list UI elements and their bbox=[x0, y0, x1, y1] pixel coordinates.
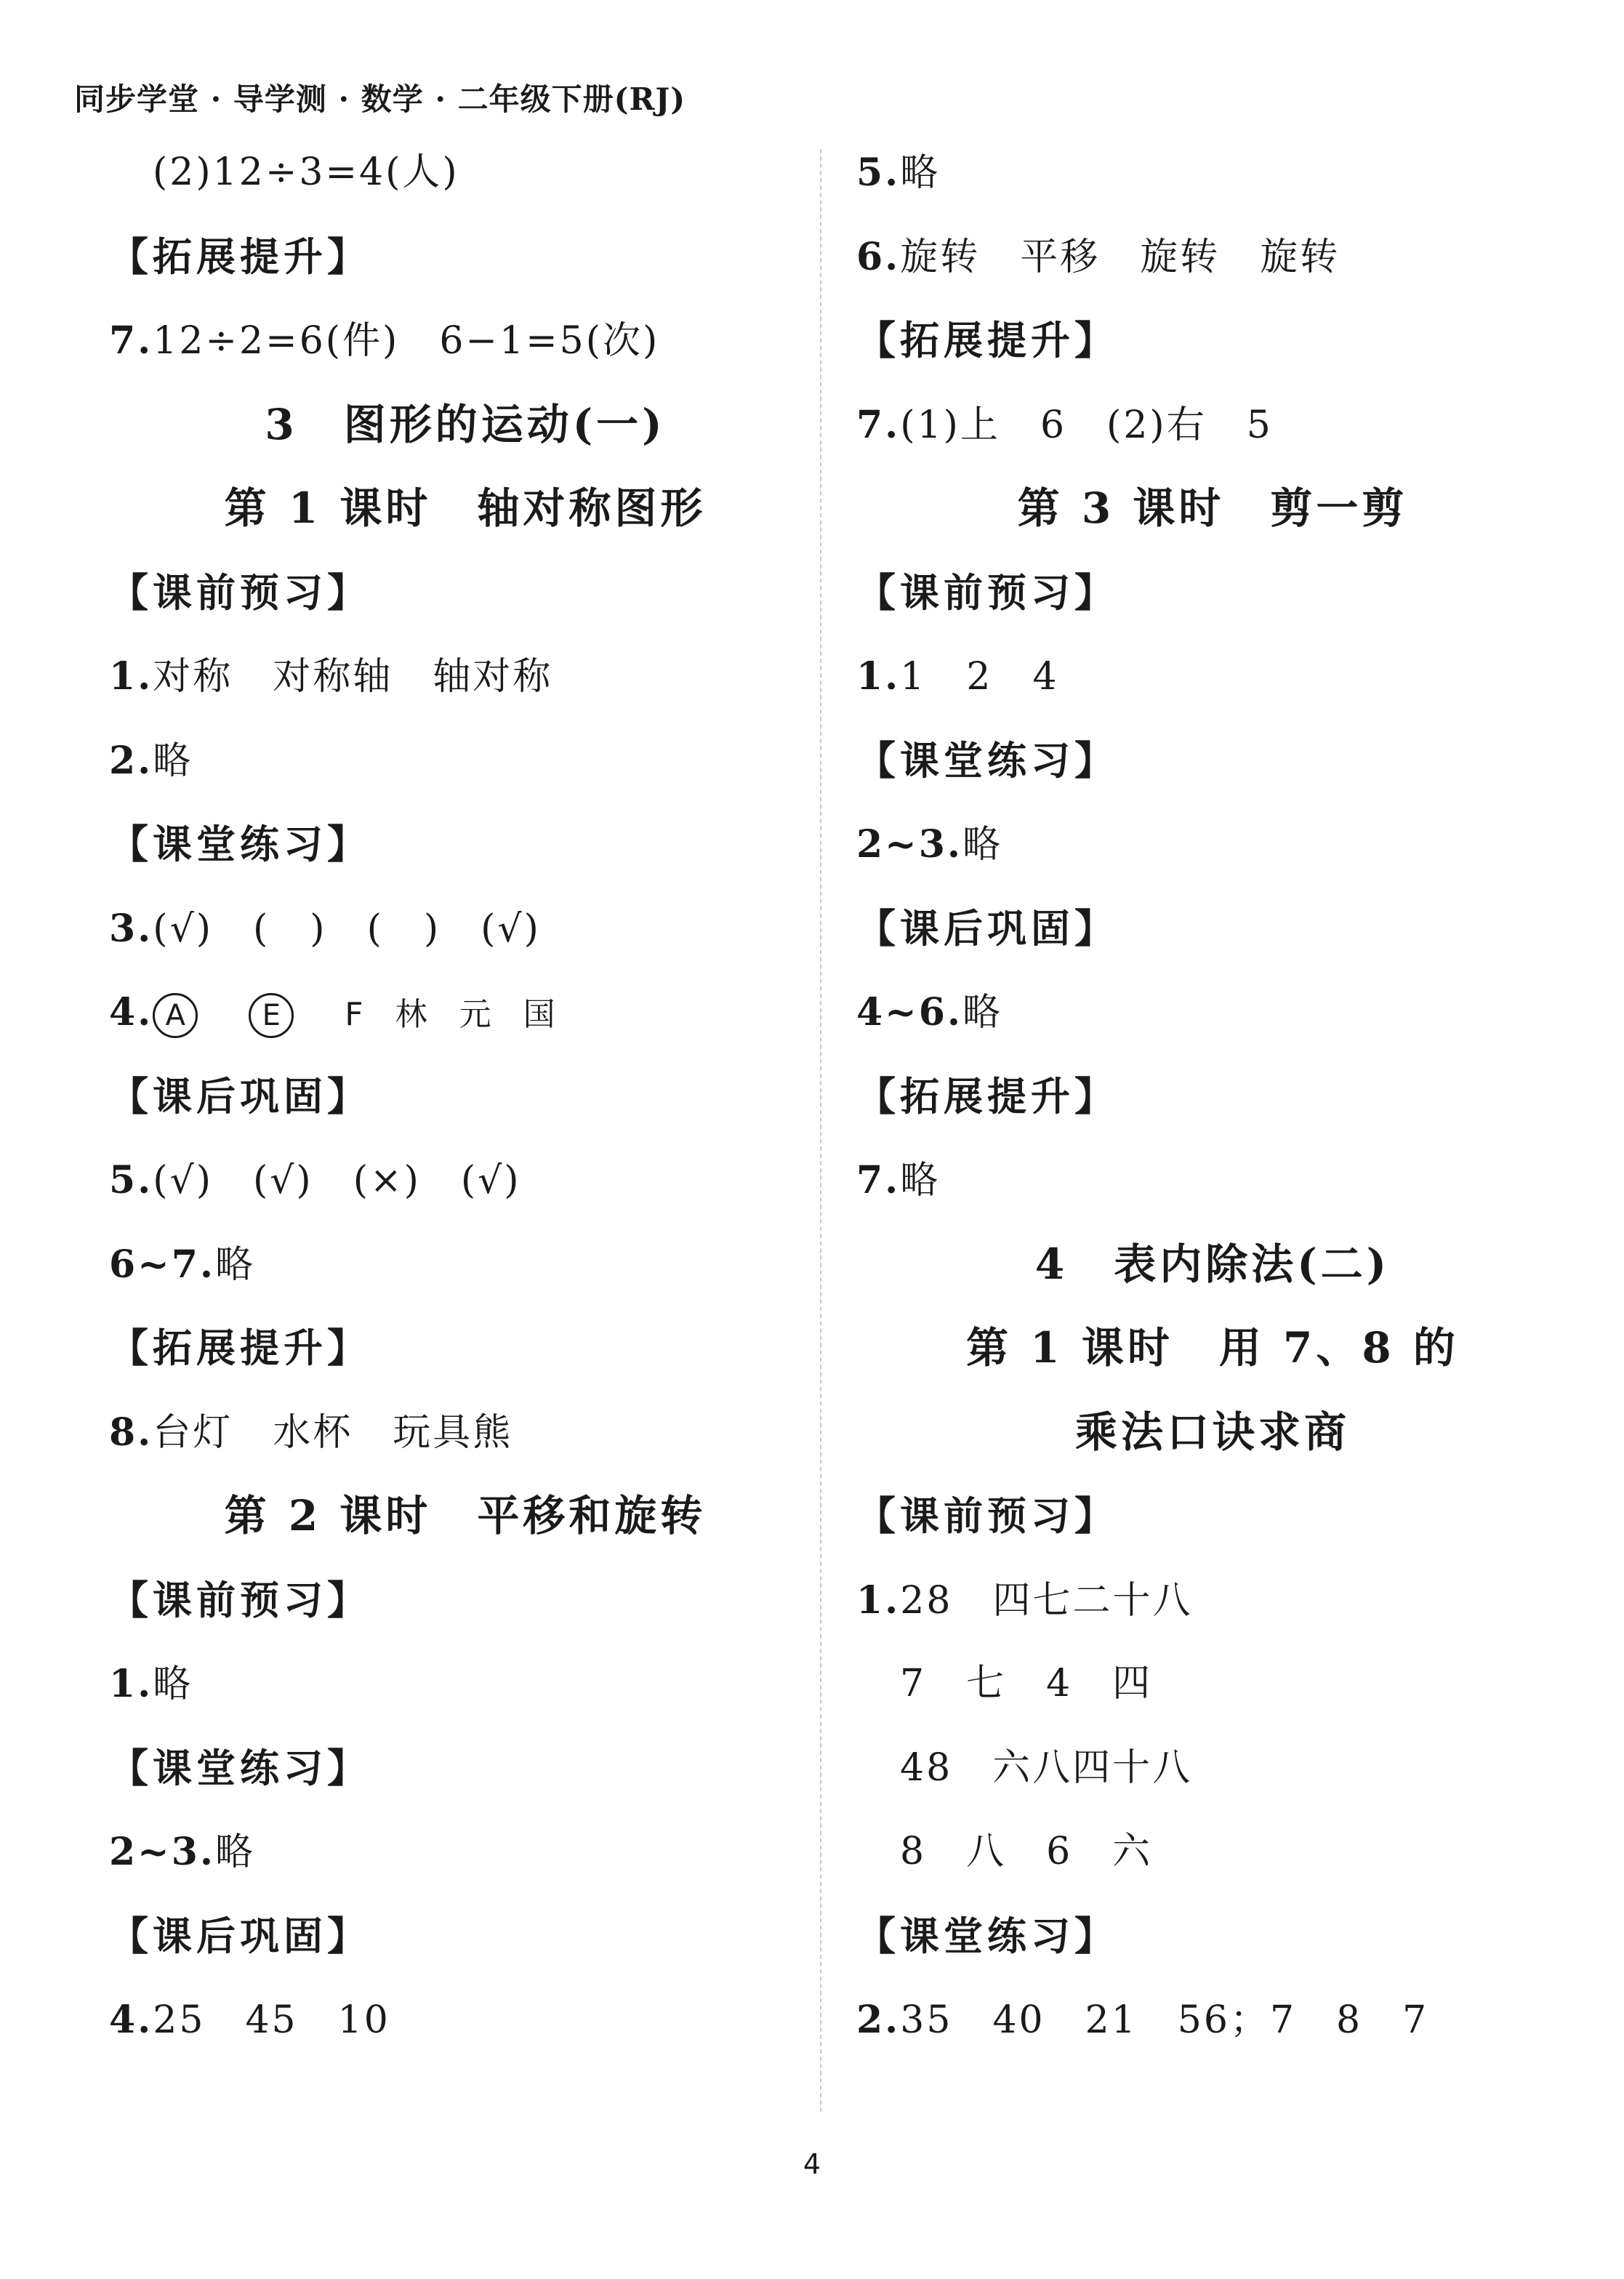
question-number: 3. bbox=[109, 906, 153, 951]
answer-text: 略 bbox=[153, 1663, 193, 1706]
section-heading: 【课前预习】 bbox=[856, 568, 1118, 616]
question-number: 2. bbox=[856, 1998, 901, 2042]
answer-line bbox=[856, 215, 1569, 300]
question-number: 5. bbox=[109, 1158, 153, 1202]
section-heading: 【课前预习】 bbox=[856, 1492, 1118, 1539]
section-heading: 【课堂练习】 bbox=[856, 1912, 1118, 1959]
answer-line bbox=[856, 1559, 1569, 1643]
answer-line bbox=[109, 1810, 821, 1894]
answer-line bbox=[109, 887, 821, 971]
section-heading: 【课前预习】 bbox=[109, 568, 371, 616]
question-number: 2. bbox=[109, 738, 153, 783]
answer-line bbox=[109, 970, 821, 1055]
answer-line bbox=[856, 635, 1569, 719]
answer-text: 略 bbox=[900, 1159, 941, 1202]
answer-text: (√) ( ) ( ) (√) bbox=[153, 907, 541, 951]
answer-text: 25 45 10 bbox=[153, 1998, 390, 2042]
answer-text: 略 bbox=[153, 739, 193, 783]
section-heading: 【课后巩固】 bbox=[109, 1912, 371, 1959]
lesson-title: 第 1 课时 用 7、8 的 bbox=[966, 1323, 1459, 1372]
section-heading: 【课前预习】 bbox=[109, 1576, 371, 1623]
unit-title: 4 表内除法(二) bbox=[1034, 1239, 1391, 1289]
answer-text: (√) (√) (×) (√) bbox=[153, 1159, 521, 1202]
circled-letter: A bbox=[153, 993, 198, 1038]
page-header: 同步学堂 · 导学测 · 数学 · 二年级下册(RJ) bbox=[74, 81, 686, 117]
answer-text: 略 bbox=[900, 151, 941, 195]
answer-line: 7 七 4 四 bbox=[900, 1662, 1153, 1705]
answer-text: 略 bbox=[962, 823, 1003, 867]
question-number: 4~6. bbox=[856, 990, 963, 1034]
question-number: 2~3. bbox=[856, 822, 963, 867]
answer-line bbox=[109, 719, 821, 803]
question-number: 4. bbox=[109, 1998, 153, 2042]
section-heading: 【课堂练习】 bbox=[109, 821, 371, 867]
section-heading: 【课后巩固】 bbox=[109, 1072, 371, 1120]
answer-line bbox=[856, 383, 1569, 467]
answer-text: 35 40 21 56；7 8 7 bbox=[900, 1998, 1429, 2042]
lesson-title: 第 1 课时 轴对称图形 bbox=[224, 483, 707, 533]
answer-line bbox=[856, 803, 1569, 887]
answer-text: 28 四七二十八 bbox=[900, 1578, 1193, 1623]
question-number: 5. bbox=[856, 150, 901, 195]
answer-line bbox=[856, 1138, 1569, 1223]
unit-title: 3 图形的运动(一) bbox=[265, 399, 666, 449]
answer-text: F 林 元 国 bbox=[345, 996, 555, 1033]
section-heading: 【拓展提升】 bbox=[109, 233, 371, 280]
section-heading: 【课堂练习】 bbox=[856, 736, 1118, 784]
answer-line bbox=[109, 1138, 821, 1223]
answer-line bbox=[856, 970, 1569, 1055]
answer-line bbox=[109, 635, 821, 719]
answer-line bbox=[856, 131, 1569, 215]
question-number: 1. bbox=[109, 654, 153, 699]
answer-text: 对称 对称轴 轴对称 bbox=[153, 655, 553, 699]
question-number: 1. bbox=[856, 1577, 901, 1623]
circled-letter: E bbox=[249, 993, 294, 1038]
section-heading: 【拓展提升】 bbox=[856, 317, 1118, 363]
answer-line bbox=[109, 1223, 821, 1307]
answer-line bbox=[109, 299, 821, 383]
section-heading: 【课后巩固】 bbox=[856, 904, 1118, 952]
answer-line: 48 六八四十八 bbox=[900, 1745, 1193, 1790]
question-number: 7. bbox=[856, 1158, 901, 1202]
question-number: 6. bbox=[856, 234, 901, 279]
page-number: 4 bbox=[803, 2148, 821, 2180]
answer-line: 8 八 6 六 bbox=[900, 1830, 1153, 1873]
question-number: 2~3. bbox=[109, 1830, 216, 1874]
answer-text: (1)上 6 (2)右 5 bbox=[900, 403, 1273, 447]
answer-text: 略 bbox=[215, 1830, 256, 1874]
answer-text: 旋转 平移 旋转 旋转 bbox=[900, 235, 1340, 279]
question-number: 4. bbox=[109, 990, 153, 1034]
answer-text: 1 2 4 bbox=[900, 655, 1059, 699]
section-heading: 【拓展提升】 bbox=[856, 1072, 1118, 1120]
answer-text: 略 bbox=[215, 1242, 256, 1287]
answer-line bbox=[856, 1978, 1569, 2062]
left-column bbox=[109, 131, 821, 2062]
answer-text: 略 bbox=[962, 991, 1003, 1034]
answer-line bbox=[109, 1391, 821, 1475]
lesson-title: 第 2 课时 平移和旋转 bbox=[224, 1491, 707, 1540]
right-column bbox=[856, 131, 1569, 2062]
answer-line: (2)12÷3=4(人) bbox=[153, 150, 459, 194]
lesson-title-continued: 乘法口诀求商 bbox=[1074, 1407, 1350, 1457]
question-number: 1. bbox=[109, 1662, 153, 1706]
question-number: 7. bbox=[856, 402, 901, 447]
question-number: 8. bbox=[109, 1410, 153, 1455]
question-number: 1. bbox=[856, 654, 901, 699]
section-heading: 【拓展提升】 bbox=[109, 1325, 371, 1371]
section-heading: 【课堂练习】 bbox=[109, 1744, 371, 1791]
question-number: 7. bbox=[109, 318, 153, 363]
answer-text: 12÷2=6(件) 6−1=5(次) bbox=[153, 319, 660, 363]
answer-text: 台灯 水杯 玩具熊 bbox=[153, 1410, 513, 1455]
answer-line bbox=[109, 1978, 821, 2062]
question-number: 6~7. bbox=[109, 1242, 216, 1287]
answer-line bbox=[109, 1642, 821, 1727]
lesson-title: 第 3 课时 剪一剪 bbox=[1017, 483, 1408, 533]
